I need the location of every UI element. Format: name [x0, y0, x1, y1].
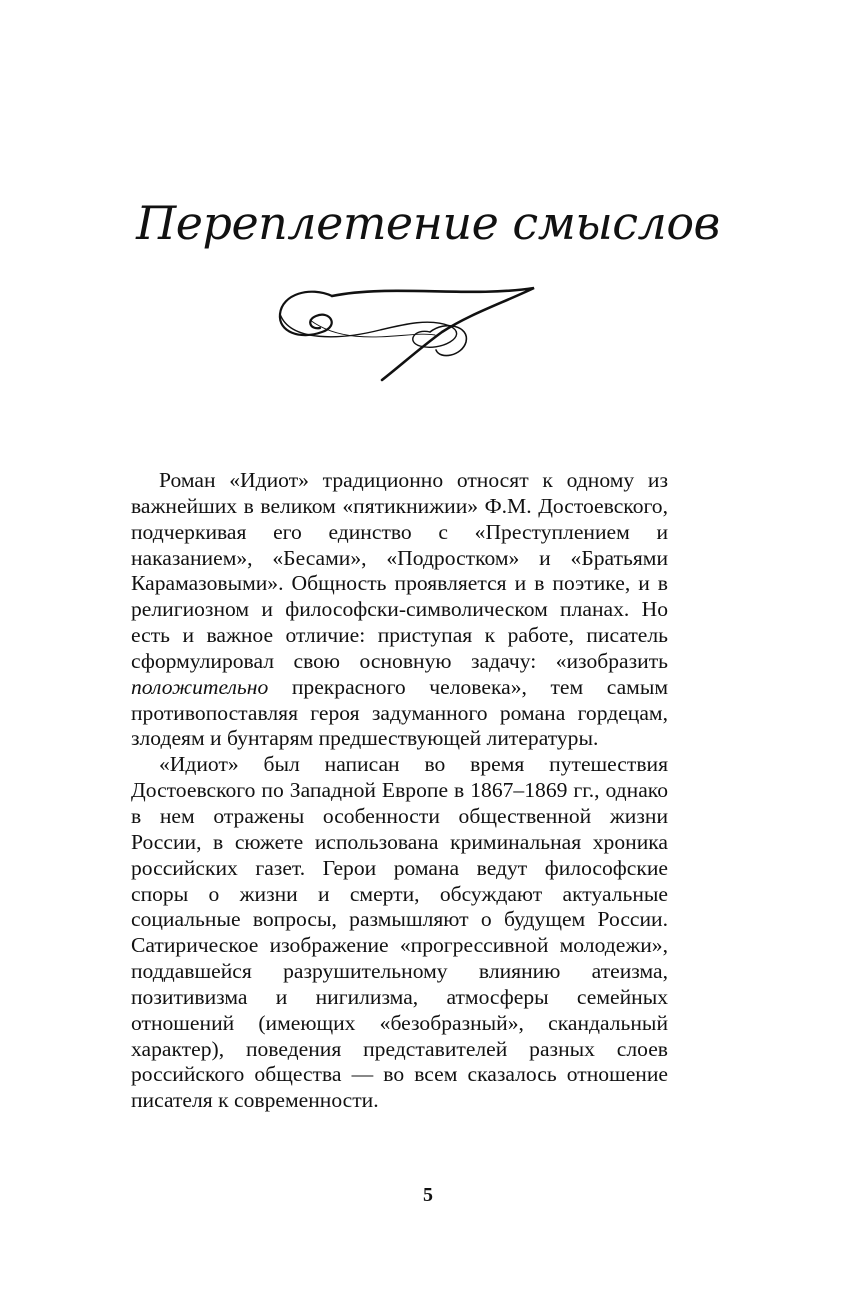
paragraph-1-text: Роман «Идиот» традиционно относят к одному из важнейших в великом «пятикнижии» Ф.М. Достоевского, подчеркивая его единство с «Преступлением и наказанием», «Бесами», «Подростком» и «Братьями Карамазовыми». Общность проявляется и в поэтике, и в религиозном и философски-символическом планах. Но есть и важное отличие: приступая к работе, писатель сформулировал свою основную задачу: «изобразить	[131, 468, 668, 673]
decorative-flourish-ornament	[270, 280, 540, 390]
chapter-title: Переплетение смыслов	[136, 196, 720, 250]
paragraph-2: «Идиот» был написан во время путешествия Достоевского по Западной Европе в 1867–1869 гг., однако в нем отражены особенности общественной жизни России, в сюжете использована криминальная хроника российских газет. Герои романа ведут философские споры о жизни и смерти, обсуждают актуальные социальные вопросы, размышляют о будущем России. Сатирическое изображение «прогрессивной молодежи», поддавшейся разрушительному влиянию атеизма, позитивизма и нигилизма, атмосферы семейных отношений (имеющих «безобразный», скандальный характер), поведения представителей разных слоев российского общества — во всем сказалось отношение писателя к современности.	[131, 752, 668, 1113]
paragraph-1-italic: положительно	[131, 674, 269, 699]
paragraph-1-text-end: прекрасного человека», тем самым противопоставляя героя задуманного романа гордецам, злодеям и бунтарям предшествующей литературы.	[131, 674, 668, 751]
paragraph-1	[131, 468, 668, 752]
body-text	[131, 468, 668, 1114]
page-number: 5	[423, 1184, 433, 1206]
